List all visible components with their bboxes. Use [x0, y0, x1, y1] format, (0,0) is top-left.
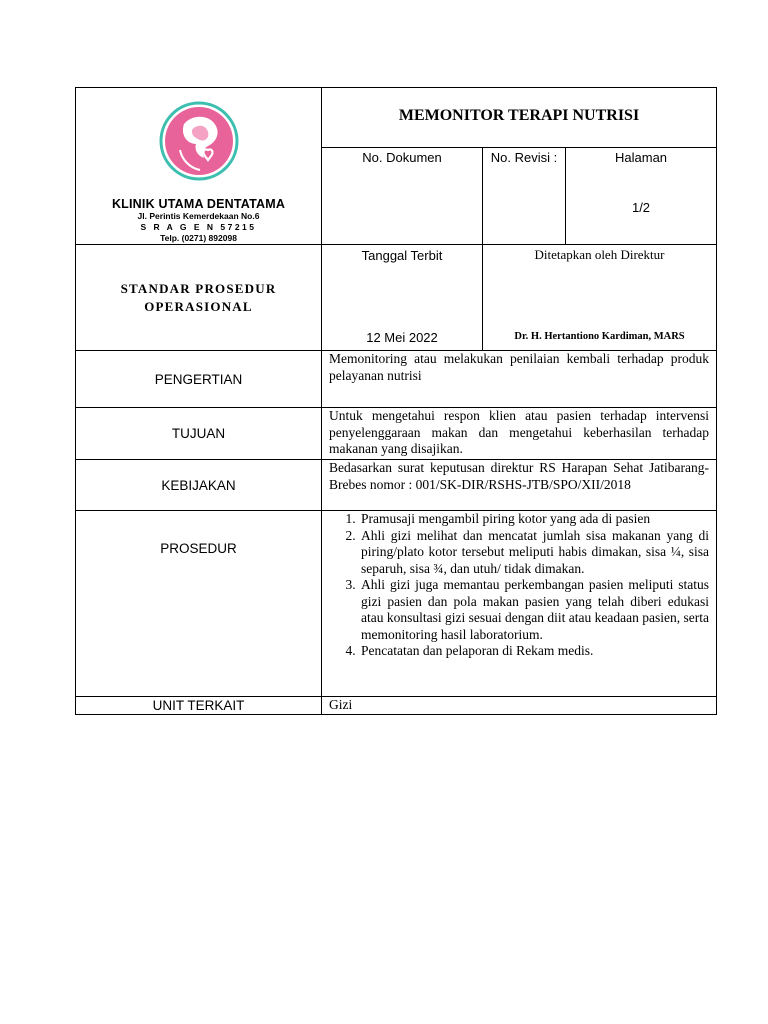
clinic-name: KLINIK UTAMA DENTATAMA: [111, 197, 286, 211]
clinic-phone: Telp. (0271) 892098: [160, 233, 237, 243]
tanggal-terbit-value: 12 Mei 2022: [366, 330, 438, 345]
document-title: MEMONITOR TERAPI NUTRISI: [322, 88, 717, 148]
halaman-label: Halaman: [615, 150, 668, 166]
no-dokumen-label: No. Dokumen: [362, 150, 442, 166]
pengertian-label: PENGERTIAN: [76, 351, 322, 408]
prosedur-step: 4. Pencatatan dan pelaporan di Rekam medis.: [359, 643, 709, 660]
prosedur-label: PROSEDUR: [76, 511, 322, 697]
kebijakan-text: Bedasarkan surat keputusan direktur RS Harapan Sehat Jatibarang- Brebes nomor : 001/SK-DIR/RSHS-JTB/SPO/XII/2018: [322, 460, 717, 511]
prosedur-list: [329, 511, 709, 660]
prosedur-content: [322, 511, 717, 697]
halaman-cell: [566, 148, 717, 245]
kebijakan-label: KEBIJAKAN: [76, 460, 322, 511]
unit-terkait-label: UNIT TERKAIT: [76, 697, 322, 715]
sop-type-label: [76, 245, 322, 351]
clinic-city: S R A G E N 57215: [140, 222, 257, 232]
tujuan-text: Untuk mengetahui respon klien atau pasien terhadap intervensi penyelenggaraan makan dan mengetahui keberhasilan terhadap makanan yang disajikan.: [322, 408, 717, 460]
unit-terkait-text: Gizi: [322, 697, 717, 715]
clinic-address: Jl. Perintis Kemerdekaan No.6: [137, 211, 260, 221]
sop-table: [75, 87, 717, 715]
halaman-value: 1/2: [631, 200, 651, 216]
sop-type-text: STANDAR PROSEDUR OPERASIONAL: [120, 280, 277, 314]
prosedur-step: 2. Ahli gizi melihat dan mencatat jumlah sisa makanan yang di piring/plato kotor tersebut meliputi habis dimakan, sisa ¼, sisa separuh, sisa ¾, dan utuh/ tidak dimakan.: [359, 528, 709, 578]
clinic-logo-icon: [158, 100, 240, 182]
tujuan-label: TUJUAN: [76, 408, 322, 460]
direktur-name: Dr. H. Hertantiono Kardiman, MARS: [514, 331, 685, 342]
ditetapkan-cell: [483, 245, 717, 351]
prosedur-step: 1. Pramusaji mengambil piring kotor yang ada di pasien: [359, 511, 709, 528]
tanggal-terbit-cell: [322, 245, 483, 351]
pengertian-text: Memonitoring atau melakukan penilaian kembali terhadap produk pelayanan nutrisi: [322, 351, 717, 408]
tanggal-terbit-label: Tanggal Terbit: [361, 248, 443, 263]
no-revisi-cell: [483, 148, 566, 245]
prosedur-step: 3. Ahli gizi juga memantau perkembangan pasien meliputi status gizi pasien dan pola makan pasien yang telah diberi edukasi atau konsultasi gizi sesuai dengan diit atau keadaan pasien, serta memonitoring hasil laboratorium.: [359, 577, 709, 643]
no-revisi-label: No. Revisi :: [490, 150, 558, 166]
ditetapkan-label: Ditetapkan oleh Direktur: [534, 247, 665, 262]
no-dokumen-cell: [322, 148, 483, 245]
clinic-header: [76, 88, 322, 245]
